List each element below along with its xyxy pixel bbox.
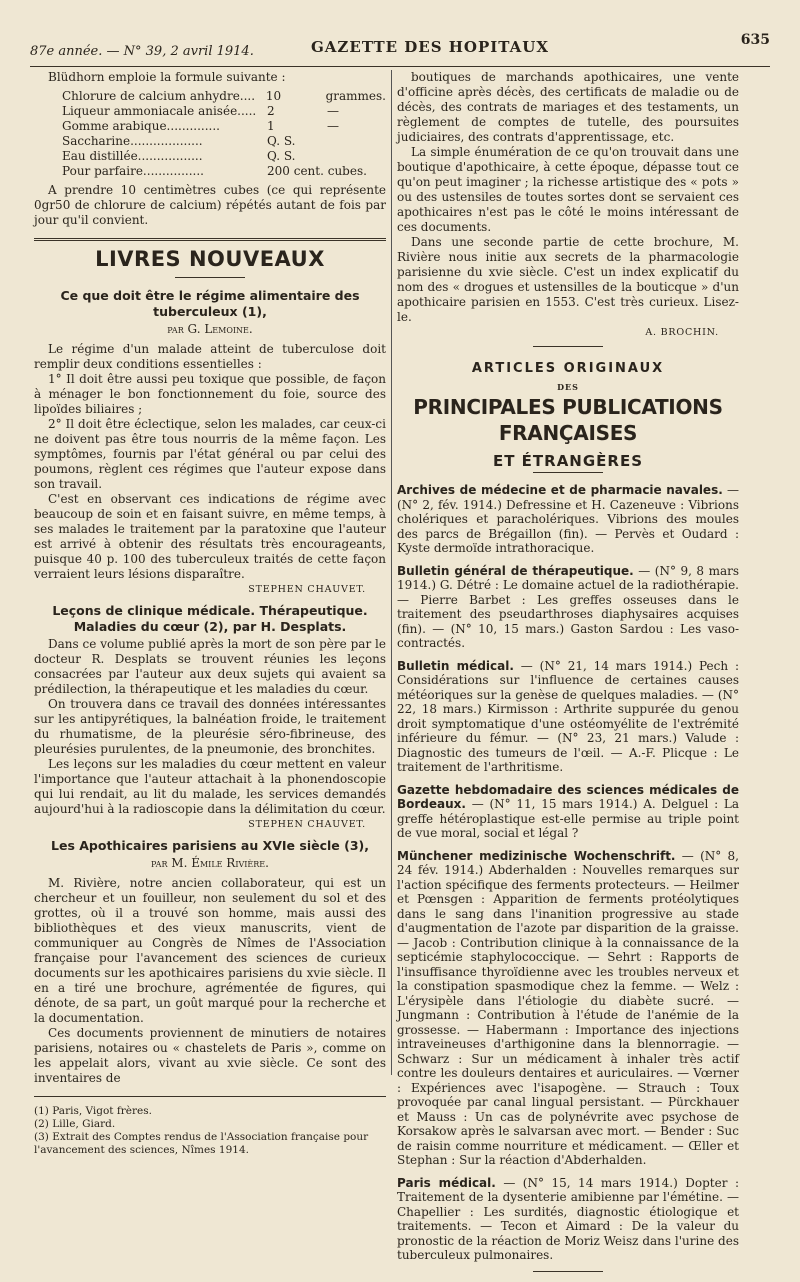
formula-unit: — bbox=[327, 119, 339, 133]
review-paragraph: Les leçons sur les maladies du cœur mettent en valeur l'importance que l'auteur attachait à la phonendoscopie qui lui rendait, au lit du malade, les services demandés aujourd'hui à la radioscopie dans la délimitation du cœur. bbox=[34, 757, 386, 816]
review-paragraph: 2° Il doit être éclectique, selon les malades, car ceux-ci ne doivent pas être tous nourris de la même façon. Les symptômes, fournis par l'état général ou par celui des poumons, règlent ces régimes que l'auteur expose dans son travail. bbox=[34, 417, 386, 491]
formula-ingredient: Chlorure de calcium anhydre.... bbox=[62, 89, 256, 103]
journal-name: Gazette hebdomadaire des sciences médicales de Bordeaux. bbox=[397, 782, 739, 811]
journal-name: Münchener medizinische Wochenschrift. bbox=[397, 848, 676, 863]
continuation-paragraph: Dans une seconde partie de cette brochure, M. Rivière nous initie aux secrets de la pharmacologie parisienne du xvie siècle. C'est un index explicatif du nom des « drogues et ustensilles de la bouticque » d'un apothicaire parisien en 1553. C'est très curieux. Lisez-le. bbox=[397, 235, 739, 324]
header-rule bbox=[30, 66, 770, 67]
journal-name: Bulletin médical. bbox=[397, 658, 514, 673]
journal-name: Paris médical. bbox=[397, 1175, 496, 1190]
journal-contents: — (N° 2, fév. 1914.) Defressine et H. Cazeneuve : Vibrions cholériques et paracholériques. Vibrions des moules des parcs de Brégaillon (fin). — Pervès et Oudard : Kyste dermoïde intrathoracique. bbox=[397, 483, 739, 555]
formula-unit: — bbox=[327, 104, 339, 118]
journal-entry bbox=[397, 564, 739, 651]
articles-big-title: PRINCIPALES PUBLICATIONS FRANÇAISES bbox=[413, 395, 723, 445]
formula-ingredient: Eau distillée................. bbox=[62, 149, 203, 163]
articles-subtitle: ET ÉTRANGÈRES bbox=[492, 452, 644, 470]
formula-ingredient: Liqueur ammoniacale anisée..... bbox=[62, 104, 257, 118]
formula-qty: Q. S. bbox=[267, 134, 296, 148]
review-paragraph: M. Rivière, notre ancien collaborateur, qui est un chercheur et un fouilleur, non seulement du sol et des grottes, où il a trouvé son homme, mais aussi des bibliothèques et des vieux manuscrits, vient de communiquer au Congrès de Nîmes de l'Association française pour l'avancement des sciences de curieux documents sur les apothicaires parisiens du xvie siècle. Il en a tiré une brochure, agrémentée de figures, qui dénote, de sa part, un goût marqué pour la recherche et la documentation. bbox=[34, 876, 386, 1025]
journal-name: Bulletin général de thérapeutique. bbox=[397, 563, 634, 578]
left-column bbox=[34, 70, 386, 1157]
continuation-signature: A. BROCHIN. bbox=[645, 327, 719, 338]
book-title: Ce que doit être le régime alimentaire des tuberculeux (1), bbox=[60, 288, 360, 319]
formula-row bbox=[62, 134, 386, 149]
journal-entry bbox=[397, 483, 739, 556]
formula-qty: 1 bbox=[267, 119, 275, 133]
formula-row bbox=[62, 89, 386, 104]
review-signature: STEPHEN CHAUVET. bbox=[248, 584, 366, 595]
book-review-3 bbox=[34, 838, 386, 1086]
journal-contents: — (N° 11, 15 mars 1914.) A. Delguel : La greffe hétéroplastique est-elle permise au triple point de vue moral, social et légal ? bbox=[397, 797, 739, 840]
book-title: Leçons de clinique médicale. Thérapeutique. Maladies du cœur (2), par H. Desplats. bbox=[52, 603, 368, 634]
journal-contents: — (N° 21, 14 mars 1914.) Pech : Considérations sur l'influence de certaines causes météoriques sur la genèse de quelques maladies. — (N° 22, 18 mars.) Kirmisson : Arthrite suppurée du genou droit symptomatique d'une ostéomyélite de l'extrémité inférieure du fémur. — (N° 23, 21 mars.) Valude : Diagnostic des tumeurs de l'œil. — A.-F. Plicque : Le traitement de l'arthritisme. bbox=[397, 658, 739, 774]
formula-ingredient: Gomme arabique.............. bbox=[62, 119, 220, 133]
formula-qty: Q. S. bbox=[267, 149, 296, 163]
section-rule bbox=[34, 238, 386, 241]
review-paragraph: C'est en observant ces indications de régime avec beaucoup de soin et en faisant suivre, en même temps, à ses malades le traitement par la paratoxine que l'auteur est arrivé à obtenir des résultats très encourageants, puisque 40 p. 100 des tuberculeux traités de cette façon verraient leurs lésions disparaître. bbox=[34, 492, 386, 581]
review-signature: STEPHEN CHAUVET. bbox=[248, 819, 366, 830]
column-divider bbox=[391, 70, 392, 1075]
dosage-text: A prendre 10 centimètres cubes (ce qui représente 0gr50 de chlorure de calcium) répétés autant de fois par jour qu'il convient. bbox=[34, 183, 386, 227]
short-rule bbox=[175, 277, 245, 278]
book-title: Les Apothicaires parisiens au XVIe siècle (3), bbox=[51, 838, 369, 853]
short-rule bbox=[533, 472, 603, 473]
review-paragraph: Ces documents proviennent de minutiers de notaires parisiens, notaires ou « chastelets de Paris », comme on les appelait alors, vivant au xvie siècle. Ce sont des inventaires de bbox=[34, 1026, 386, 1085]
section-title: LIVRES NOUVEAUX bbox=[95, 247, 325, 271]
journal-entry bbox=[397, 783, 739, 841]
formula-row bbox=[62, 104, 386, 119]
book-author: par G. Lemoine. bbox=[167, 322, 253, 336]
formula-table bbox=[62, 89, 386, 179]
formula-row bbox=[62, 164, 386, 179]
review-paragraph: 1° Il doit être aussi peu toxique que possible, de façon à ménager le bon fonctionnement du foie, source des lipoïdes biliaires ; bbox=[34, 372, 386, 416]
continuation-paragraph: boutiques de marchands apothicaires, une vente d'officine après décès, des certificats de maladie ou de décès, des contrats de mariages et des testaments, un règlement de comptes de tutelle, des poursuites judiciaires, des contrats d'apprentissage, etc. bbox=[397, 70, 739, 144]
articles-heading: ARTICLES ORIGINAUX bbox=[471, 361, 665, 376]
formula-unit: grammes. bbox=[325, 89, 386, 103]
formula-qty: 10 bbox=[265, 89, 282, 103]
review-paragraph: Le régime d'un malade atteint de tuberculose doit remplir deux conditions essentielles : bbox=[34, 342, 386, 371]
page-header bbox=[30, 32, 770, 62]
articles-des: DES bbox=[557, 382, 579, 392]
footnote: (2) Lille, Giard. bbox=[34, 1118, 116, 1130]
formula-qty: 2 bbox=[267, 104, 275, 118]
journal-name: Archives de médecine et de pharmacie navales. bbox=[397, 483, 723, 497]
formula-row bbox=[62, 119, 386, 134]
formula-ingredient: Saccharine................... bbox=[62, 134, 203, 148]
footnotes bbox=[34, 1096, 386, 1157]
journal-contents: — (N° 9, 8 mars 1914.) G. Détré : Le domaine actuel de la radiothérapie. — Pierre Barbet : Les greffes osseuses dans le traitement des pseudarthroses diaphysaires acquises (fin). — (N° 10, 15 mars.) Gaston Sardou : Les vaso-contractés. bbox=[397, 563, 739, 650]
page-number: 635 bbox=[740, 32, 770, 48]
journal-contents: — (N° 8, 24 fév. 1914.) Abderhalden : Nouvelles remarques sur l'action spécifique des ferments protecteurs. — Heilmer et Pœnsgen : Apparition de ferments protéolytiques dans le sang dans l'inanition progressive au stade d'augmentation de l'azote par disparition de la graisse. — Jacob : Contribution clinique à la connaissance de la septicémie staphylococcique. — Sehrt : Rapports de l'insuffisance thyroïdienne avec les troubles nerveux et la constipation spasmodique chez la femme. — Welz : L'érysipèle dans l'étiologie du diabète sucré. — Jungmann : Contribution à l'étude de l'anémie de la grossesse. — Habermann : Importance des injections intraveineuses d'arthigonine dans la blennorragie. — Schwarz : Sur un médicament à inhaler très actif contre les douleurs dentaires et auriculaires. — Vœrner : Expériences avec l'isapogène. — Strauch : Toux provoquée par canal lingual persistant. — Pürckhauer et Mauss : Un cas de polynévrite avec psychose de Korsakow après le salvarsan avec mort. — Bender : Suc de raisin comme nourriture et médicament. — Œller et Stephan : Sur la réaction d'Abderhalden. bbox=[397, 848, 739, 1167]
end-rule bbox=[533, 1271, 603, 1272]
journal-title: GAZETTE DES HOPITAUX bbox=[310, 38, 549, 56]
issue-line: 87e année. — N° 39, 2 avril 1914. bbox=[30, 44, 254, 59]
formula-qty: 200 cent. cubes. bbox=[267, 164, 367, 178]
right-column bbox=[397, 70, 739, 1282]
continuation-paragraph: La simple énumération de ce qu'on trouvait dans une boutique d'apothicaire, à cette époque, dépasse tout ce qu'on peut imaginer ; la richesse artistique des « pots » ou des ustensiles de toutes sortes dont se servaient ces apothicaires n'est pas le côté le moins intéressant de ces documents. bbox=[397, 145, 739, 234]
book-review-2 bbox=[34, 603, 386, 830]
short-rule bbox=[533, 346, 603, 347]
footnote: (1) Paris, Vigot frères. bbox=[34, 1105, 152, 1117]
review-paragraph: On trouvera dans ce travail des données intéressantes sur les antipyrétiques, la balnéation froide, le traitement du rhumatisme, de la pleurésie séro-fibrineuse, des pleurésies purulentes, de la pneumonie, des bronchites. bbox=[34, 697, 386, 756]
formula-intro: Blüdhorn emploie la formule suivante : bbox=[48, 70, 286, 84]
formula-ingredient: Pour parfaire................ bbox=[62, 164, 204, 178]
journal-contents: — (N° 15, 14 mars 1914.) Dopter : Traitement de la dysenterie amibienne par l'émétine. — Chapellier : Les surdités, diagnostic étiologique et traitements. — Tecon et Aimard : De la valeur du pronostic de la réaction de Moriz Weisz dans l'urine des tuberculeux pulmonaires. bbox=[397, 1175, 739, 1262]
journal-entry bbox=[397, 1176, 739, 1263]
formula-row bbox=[62, 149, 386, 164]
journal-entry bbox=[397, 659, 739, 775]
footnote: (3) Extrait des Comptes rendus de l'Association française pour l'avancement des sciences, Nîmes 1914. bbox=[34, 1131, 369, 1156]
book-author: par M. Émile Rivière. bbox=[151, 856, 269, 870]
book-review-1 bbox=[34, 288, 386, 595]
review-paragraph: Dans ce volume publié après la mort de son père par le docteur R. Desplats se trouvent réunies les leçons consacrées par l'auteur aux deux sujets qui avaient sa prédilection, la thérapeutique et les maladies du cœur. bbox=[34, 637, 386, 696]
